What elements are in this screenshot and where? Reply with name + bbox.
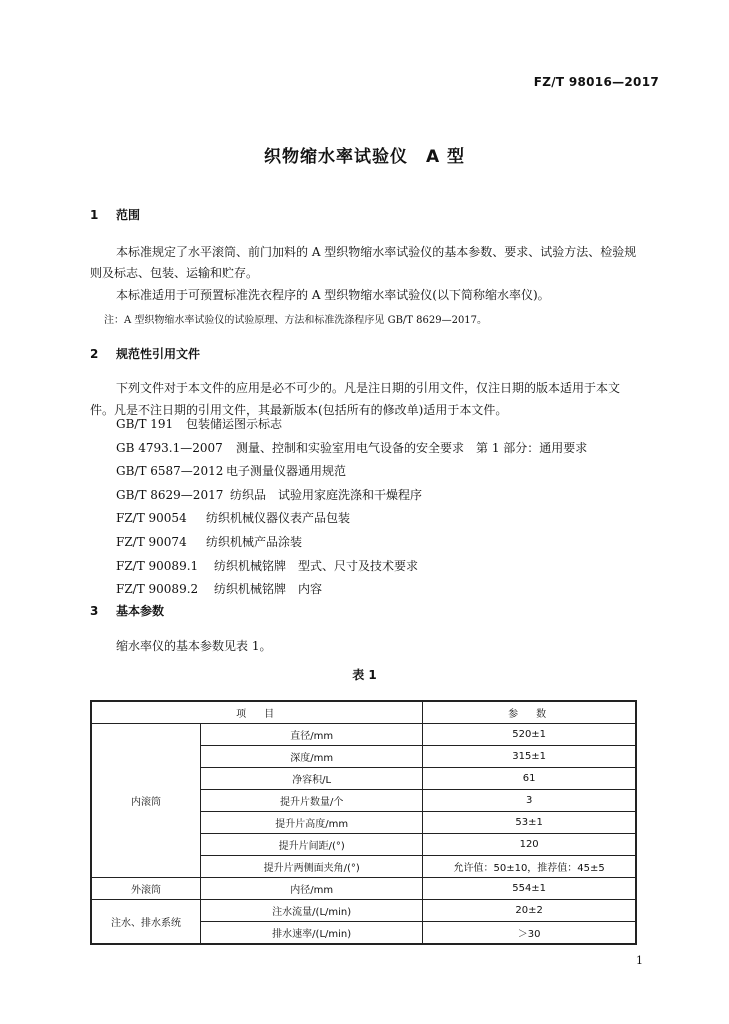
group-label: 注水、排水系统 — [91, 900, 201, 945]
section-title: 基本参数 — [116, 604, 165, 618]
table-row — [91, 724, 636, 746]
reference-item — [116, 578, 587, 602]
table-caption: 表 1 — [352, 668, 377, 682]
value-cell: 3 — [423, 790, 636, 812]
item-cell: 深度/mm — [201, 746, 423, 768]
document-title — [0, 142, 729, 167]
parameter-table — [90, 700, 637, 945]
reference-item — [116, 437, 587, 461]
page-number: 1 — [636, 954, 643, 967]
reference-item — [116, 413, 587, 437]
item-cell: 内径/mm — [201, 878, 423, 900]
reference-title: 纺织品 试验用家庭洗涤和干燥程序 — [230, 487, 423, 502]
value-cell: ＞30 — [423, 922, 636, 945]
reference-title: 纺织机械产品涂装 — [206, 534, 303, 549]
section-1-heading — [90, 206, 140, 223]
section-number: 3 — [90, 604, 99, 618]
reference-item — [116, 460, 587, 484]
group-label: 内滚筒 — [91, 724, 201, 878]
value-cell: 53±1 — [423, 812, 636, 834]
value-cell: 允许值：50±10，推荐值：45±5 — [423, 856, 636, 878]
section-2-intro-line-1: 下列文件对于本文件的应用是必不可少的。凡是注日期的引用文件，仅注日期的版本适用于本文 — [116, 381, 621, 395]
reference-code: GB 4793.1—2007 — [116, 440, 223, 455]
section-3-intro: 缩水率仪的基本参数见表 1。 — [116, 639, 272, 653]
section-1-para-1-line-1: 本标准规定了水平滚筒、前门加料的 A 型织物缩水率试验仪的基本参数、要求、试验方法、检验规 — [116, 245, 637, 259]
section-number: 2 — [90, 347, 99, 361]
item-cell: 净容积/L — [201, 768, 423, 790]
title-model: A 型 — [425, 147, 466, 167]
section-2-intro-line-2: 件。凡是不注日期的引用文件，其最新版本(包括所有的修改单)适用于本文件。 — [90, 403, 508, 417]
item-cell: 提升片间距/(°) — [201, 834, 423, 856]
item-cell: 注水流量/(L/min) — [201, 900, 423, 922]
value-cell: 120 — [423, 834, 636, 856]
reference-code: FZ/T 90074 — [116, 534, 187, 549]
reference-title: 测量、控制和实验室用电气设备的安全要求 第 1 部分：通用要求 — [236, 440, 588, 455]
item-cell: 提升片高度/mm — [201, 812, 423, 834]
reference-code: FZ/T 90054 — [116, 511, 187, 526]
reference-item — [116, 484, 587, 508]
reference-list — [116, 413, 587, 602]
value-cell: 554±1 — [423, 878, 636, 900]
reference-code: FZ/T 90089.2 — [116, 582, 199, 597]
item-cell: 提升片两侧面夹角/(°) — [201, 856, 423, 878]
value-cell: 61 — [423, 768, 636, 790]
value-cell: 315±1 — [423, 746, 636, 768]
title-main: 织物缩水率试验仪 — [263, 147, 408, 167]
header-parameter: 参 数 — [423, 701, 636, 724]
reference-item — [116, 555, 587, 579]
standard-number: FZ/T 98016—2017 — [533, 75, 659, 89]
reference-title: 纺织机械铭牌 型式、尺寸及技术要求 — [214, 558, 419, 573]
section-title: 规范性引用文件 — [116, 347, 201, 361]
reference-title: 纺织机械铭牌 内容 — [214, 582, 323, 597]
group-label: 外滚筒 — [91, 878, 201, 900]
reference-title: 电子测量仪器通用规范 — [226, 464, 347, 479]
reference-code: GB/T 191 — [116, 417, 174, 431]
section-1-para-2: 本标准适用于可预置标准洗衣程序的 A 型织物缩水率试验仪(以下简称缩水率仪)。 — [116, 288, 550, 302]
reference-item — [116, 507, 587, 531]
section-number: 1 — [90, 208, 99, 222]
header-item: 项 目 — [91, 701, 423, 724]
reference-code: GB/T 8629—2017 — [116, 487, 224, 502]
section-1-note: 注：A 型织物缩水率试验仪的试验原理、方法和标准洗涤程序见 GB/T 8629—2017。 — [104, 315, 488, 326]
table-header-row — [91, 701, 636, 724]
reference-code: GB/T 6587—2012 — [116, 464, 224, 479]
section-title: 范围 — [116, 208, 141, 222]
item-cell: 排水速率/(L/min) — [201, 922, 423, 945]
section-2-heading — [90, 345, 200, 362]
value-cell: 20±2 — [423, 900, 636, 922]
item-cell: 提升片数量/个 — [201, 790, 423, 812]
item-cell: 直径/mm — [201, 724, 423, 746]
reference-code: FZ/T 90089.1 — [116, 558, 199, 573]
reference-title: 包装储运图示标志 — [186, 417, 283, 431]
value-cell: 520±1 — [423, 724, 636, 746]
table-row — [91, 878, 636, 900]
table-row — [91, 900, 636, 922]
section-3-heading — [90, 602, 164, 619]
reference-title: 纺织机械仪器仪表产品包装 — [206, 511, 351, 526]
section-1-para-1-line-2: 则及标志、包装、运输和贮存。 — [90, 266, 259, 280]
reference-item — [116, 531, 587, 555]
